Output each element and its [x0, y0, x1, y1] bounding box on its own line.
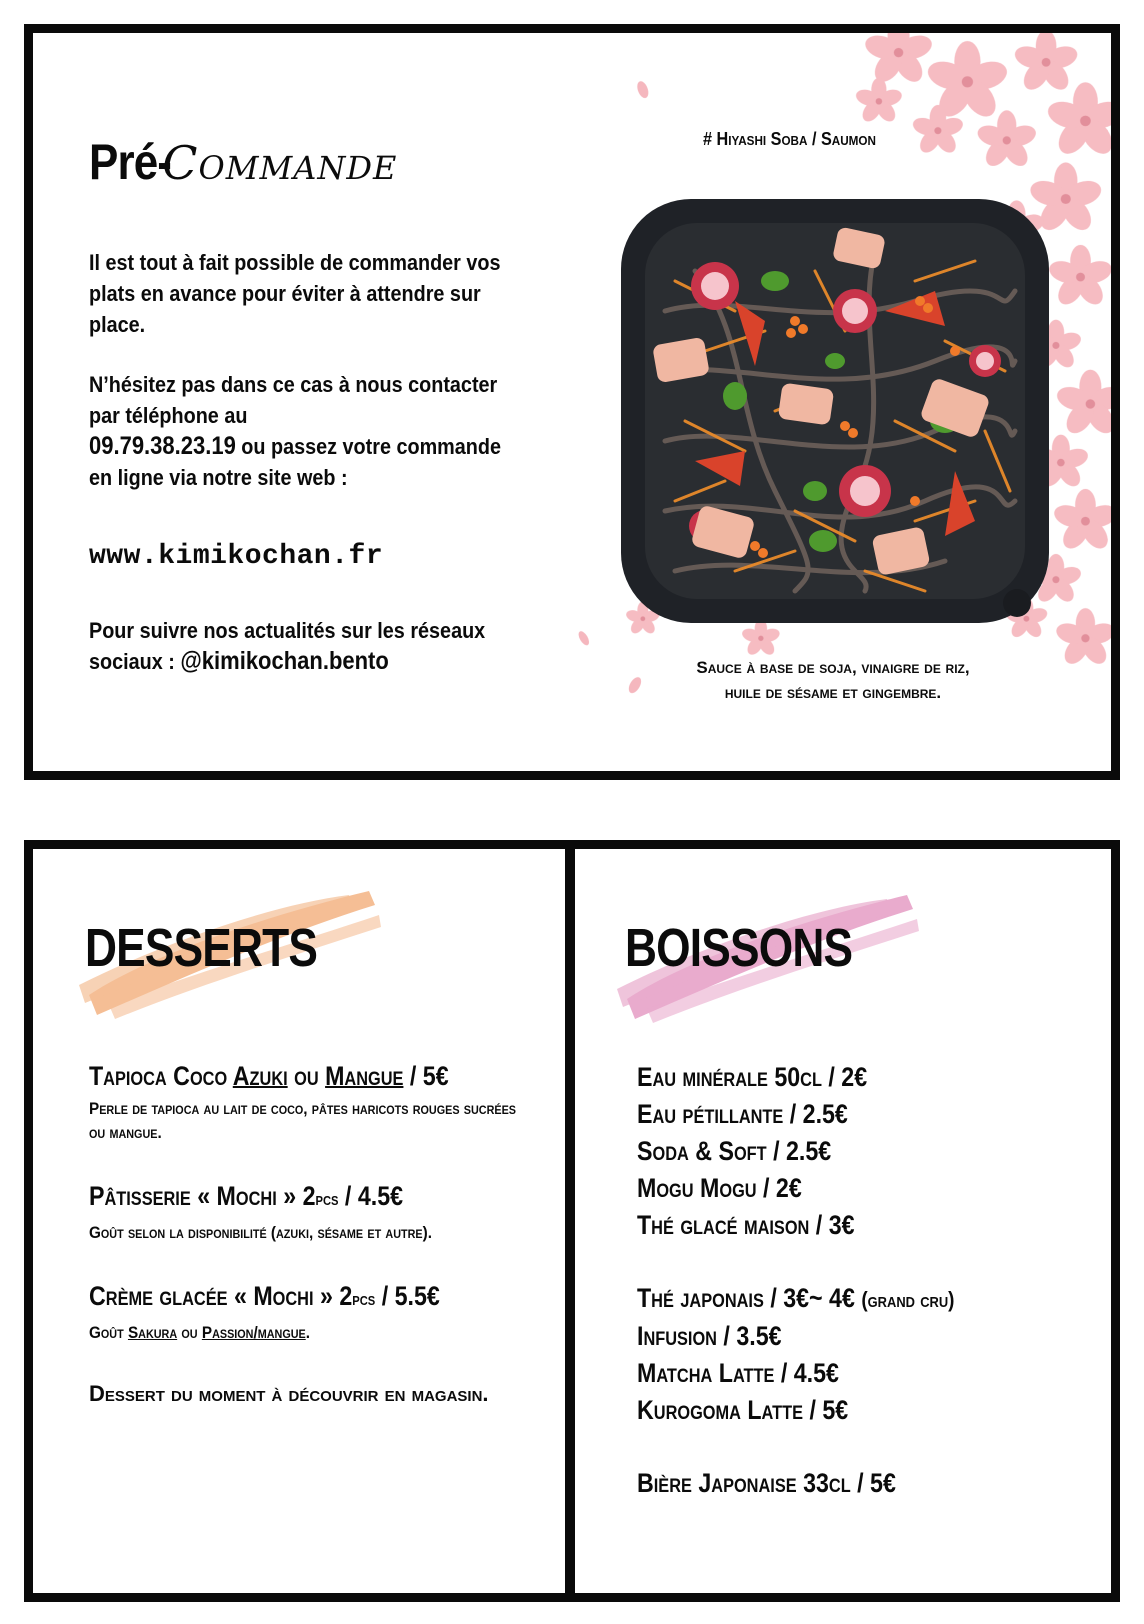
list-item: Matcha Latte / 4.5€ — [637, 1358, 839, 1388]
phone-number[interactable]: 09.79.38.23.19 — [89, 432, 236, 460]
bento-dish-illustration — [615, 191, 1055, 631]
social-handle[interactable]: @kimikochan.bento — [180, 647, 389, 675]
boissons-title: BOISSONS — [625, 918, 853, 978]
title-bold: Pré- — [89, 134, 172, 190]
list-item: Eau pétillante / 2.5€ — [637, 1099, 848, 1129]
page-title — [89, 133, 397, 191]
desserts-panel — [24, 840, 574, 1602]
dish-title: # Hiyashi Soba / Saumon — [703, 129, 876, 149]
drink-group — [637, 1280, 1107, 1429]
list-item: Bière Japonaise 33cl / 5€ — [637, 1468, 896, 1498]
list-item — [89, 1179, 559, 1245]
drink-group — [637, 1059, 1107, 1244]
list-item: Mogu Mogu / 2€ — [637, 1173, 802, 1203]
title-script: Commande — [162, 136, 398, 190]
list-item: Eau minérale 50cl / 2€ — [637, 1062, 868, 1092]
list-item: Soda & Soft / 2.5€ — [637, 1136, 832, 1166]
dessert-list — [89, 1059, 559, 1408]
list-item: Infusion / 3.5€ — [637, 1321, 782, 1351]
social-paragraph: Pour suivre nos actualités sur les réseaux sociaux : @kimikochan.bento — [89, 618, 486, 675]
dessert-name: Crème glacée « Mochi » 2pcs / 5.5€ — [89, 1281, 440, 1311]
intro-paragraph: Il est tout à fait possible de commander vos plats en avance pour éviter à attendre sur place. — [89, 250, 501, 337]
dessert-description: Goût selon la disponibilité (azuki, sésame et autre). — [89, 1223, 432, 1242]
dessert-description: Goût Sakura ou Passion/mangue. — [89, 1323, 310, 1342]
dessert-of-the-moment: Dessert du moment à découvrir en magasin. — [89, 1381, 489, 1406]
dessert-name: Tapioca Coco Azuki ou Mangue / 5€ — [89, 1061, 449, 1091]
dish-description: Sauce à base de soja, vinaigre de riz, huile de sésame et gingembre. — [696, 658, 970, 702]
drink-list — [637, 1059, 1107, 1538]
drink-group — [637, 1465, 1107, 1502]
list-item: Kurogoma Latte / 5€ — [637, 1395, 849, 1425]
list-item: Thé japonais / 3€~ 4€ (grand cru) — [637, 1283, 955, 1313]
desserts-title: DESSERTS — [85, 918, 318, 978]
list-item — [89, 1279, 559, 1345]
contact-paragraph: N’hésitez pas dans ce cas à nous contacter par téléphone au 09.79.38.23.19 ou passez votre commande en ligne via notre site web : — [89, 372, 502, 490]
dessert-description: Perle de tapioca au lait de coco, pâtes haricots rouges sucrées ou mangue. — [89, 1099, 516, 1142]
list-item — [89, 1059, 559, 1145]
boissons-panel — [566, 840, 1120, 1602]
list-item: Thé glacé maison / 3€ — [637, 1210, 855, 1240]
dessert-name: Pâtisserie « Mochi » 2pcs / 4.5€ — [89, 1181, 404, 1211]
website-link[interactable]: www.kimikochan.fr — [89, 541, 384, 572]
preorder-panel — [24, 24, 1120, 780]
